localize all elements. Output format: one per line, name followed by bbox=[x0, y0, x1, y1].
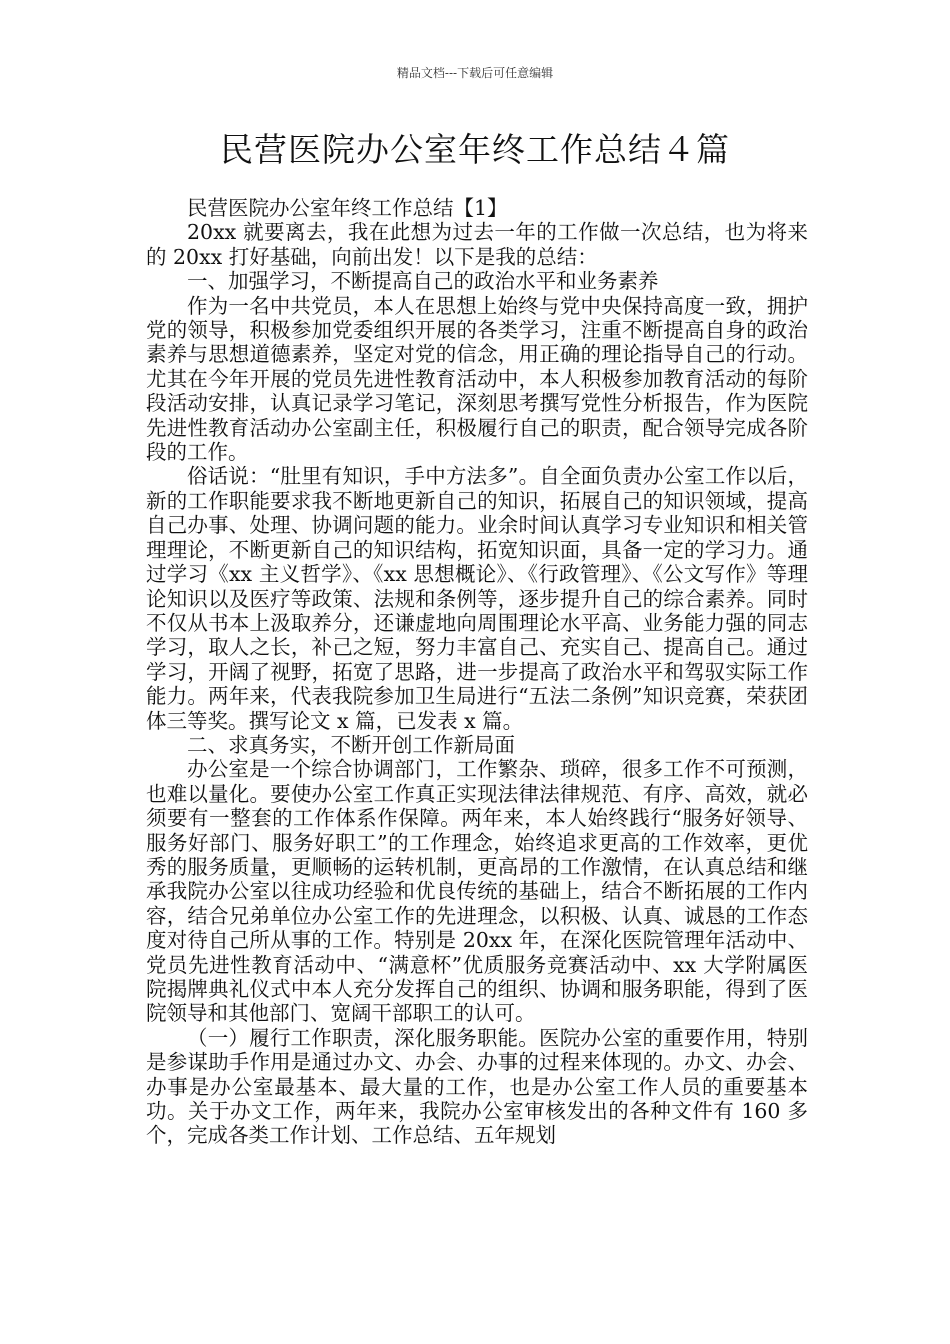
paragraph-intro: 20xx 就要离去，我在此想为过去一年的工作做一次总结，也为将来的 20xx 打好基础，向前出发！以下是我的总结： bbox=[146, 220, 808, 269]
paragraph-duties: （一）履行工作职责，深化服务职能。医院办公室的重要作用，特别是参谋助手作用是通过办文、办会、办事的过程来体现的。办文、办会、办事是办公室最基本、最大量的工作，也是办公室工作人员的重要基本功。关于办文工作，两年来，我院办公室审核发出的各种文件有 160 多个，完成各类工作计划、工作总结、五年规划 bbox=[146, 1025, 808, 1148]
paragraph-learning: 俗话说：“肚里有知识，手中方法多”。自全面负责办公室工作以后，新的工作职能要求我不断地更新自己的知识，拓展自己的知识领域，提高自己办事、处理、协调问题的能力。业余时间认真学习专业知识和相关管理理论，不断更新自己的知识结构，拓宽知识面，具备一定的学习力。通过学习《xx 主义哲学》、《xx 思想概论》、《行政管理》、《公文写作》等理论知识以及医疗等政策、法规和条例等，逐步提升自己的综合素养。同时不仅从书本上汲取养分，还谦虚地向周围理论水平高、业务能力强的同志学习，取人之长，补己之短，努力丰富自己、充实自己、提高自己。通过学习，开阔了视野，拓宽了思路，进一步提高了政治水平和驾驭实际工作能力。两年来，代表我院参加卫生局进行“五法二条例”知识竞赛，荣获团体三等奖。撰写论文 x 篇，已发表 x 篇。 bbox=[146, 464, 808, 733]
section-title: 民营医院办公室年终工作总结【1】 bbox=[187, 196, 508, 220]
document-title: 民营医院办公室年终工作总结４篇 bbox=[220, 130, 730, 169]
heading-one: 一、加强学习，不断提高自己的政治水平和业务素养 bbox=[187, 269, 659, 294]
header-note: 精品文档---下载后可任意编辑 bbox=[396, 66, 554, 80]
heading-two: 二、求真务实，不断开创工作新局面 bbox=[187, 732, 515, 757]
paragraph-party-member: 作为一名中共党员，本人在思想上始终与党中央保持高度一致，拥护党的领导，积极参加党委组织开展的各类学习，注重不断提高自身的政治素养与思想道德素养，坚定对党的信念，用正确的理论指导自己的行动。尤其在今年开展的党员先进性教育活动中，本人积极参加教育活动的每阶段活动安排，认真记录学习笔记，深刻思考撰写党性分析报告，作为医院先进性教育活动办公室副主任，积极履行自己的职责，配合领导完成各阶段的工作。 bbox=[146, 293, 808, 465]
paragraph-office-work: 办公室是一个综合协调部门，工作繁杂、琐碎，很多工作不可预测，也难以量化。要使办公室工作真正实现法律法律规范、有序、高效，就必须要有一整套的工作体系作保障。两年来，本人始终践行“服务好领导、服务好部门、服务好职工”的工作理念，始终追求更高的工作效率，更优秀的服务质量，更顺畅的运转机制，更高昂的工作激情，在认真总结和继承我院办公室以往成功经验和优良传统的基础上，结合不断拓展的工作内容，结合兄弟单位办公室工作的先进理念，以积极、认真、诚恳的工作态度对待自己所从事的工作。特别是 20xx 年，在深化医院管理年活动中、党员先进性教育活动中、“满意杯”优质服务竞赛活动中、xx 大学附属医院揭牌典礼仪式中本人充分发挥自己的组织、协调和服务职能，得到了医院领导和其他部门、宽阔干部职工的认可。 bbox=[146, 757, 808, 1026]
document-body bbox=[146, 196, 808, 1148]
